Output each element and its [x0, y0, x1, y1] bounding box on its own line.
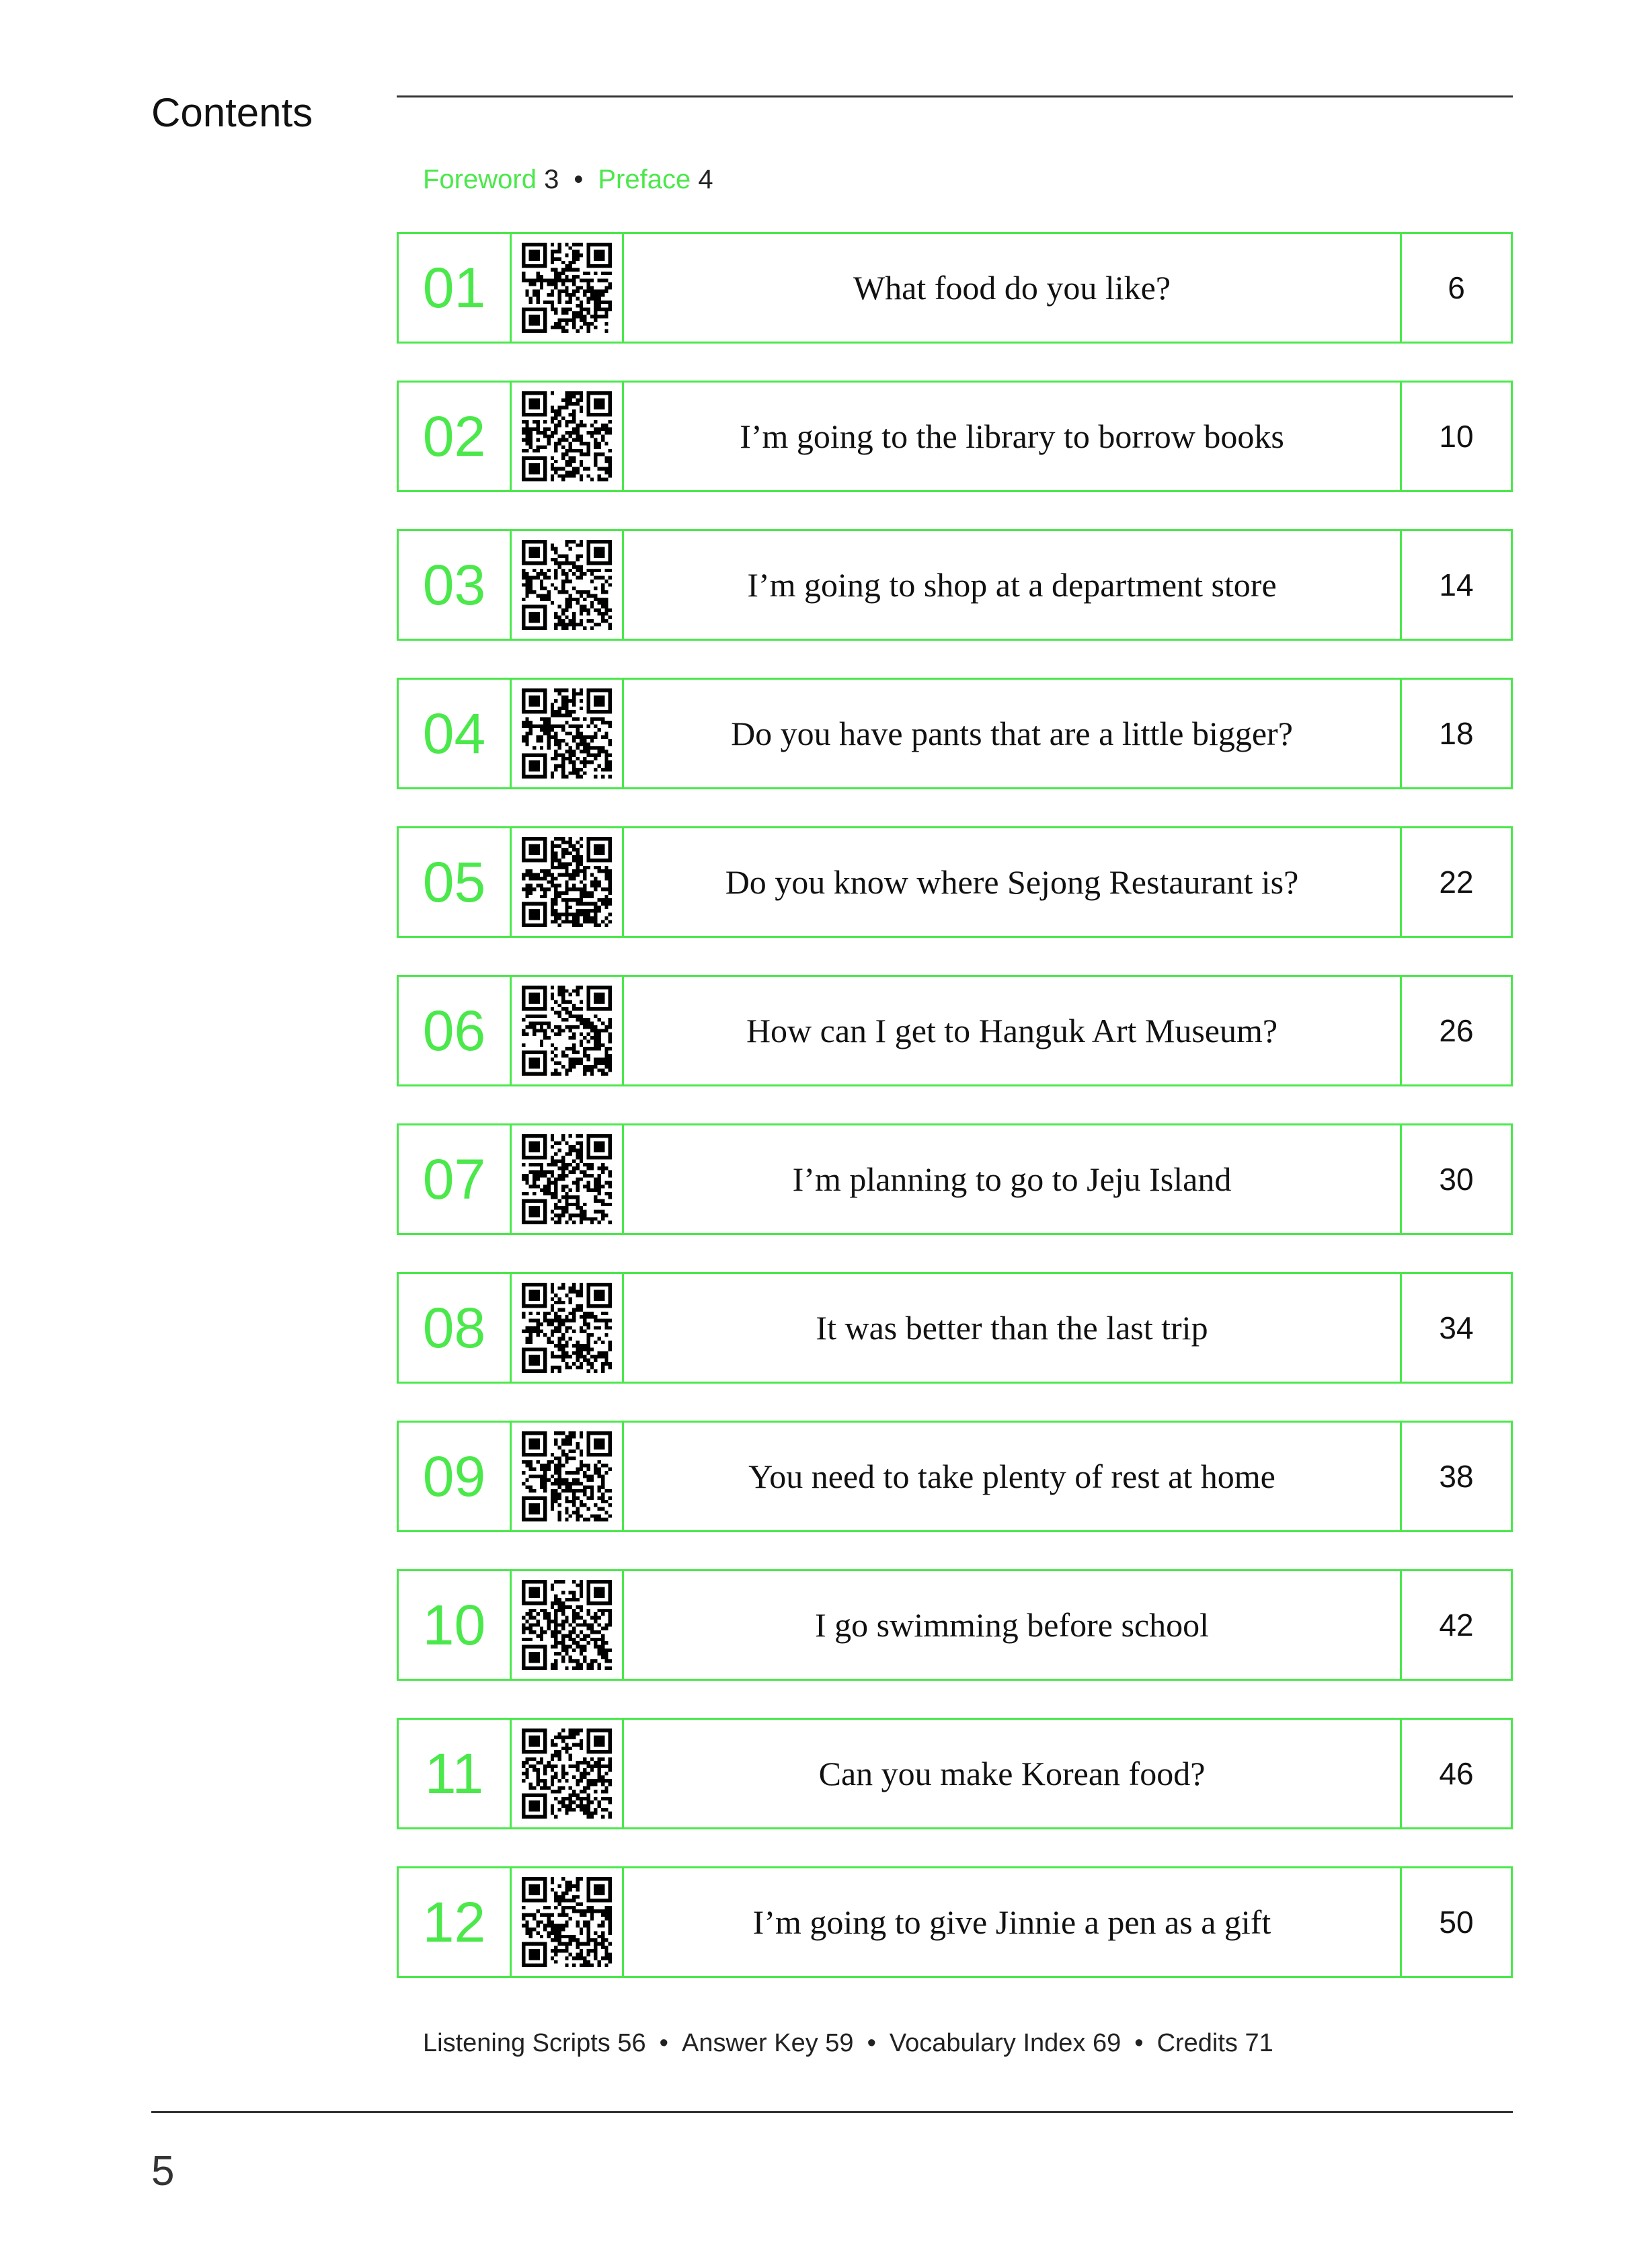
unit-number: 11 [399, 1720, 512, 1827]
unit-page-number: 10 [1400, 383, 1511, 490]
unit-page-number: 26 [1400, 977, 1511, 1084]
unit-title: I’m planning to go to Jeju Island [792, 1160, 1232, 1198]
vocabulary-label: Vocabulary Index [889, 2029, 1086, 2057]
unit-number: 12 [399, 1868, 512, 1976]
qr-code-icon[interactable] [512, 680, 624, 787]
qr-code-icon[interactable] [512, 1868, 624, 1976]
unit-row[interactable] [397, 1718, 1513, 1829]
unit-number: 09 [399, 1423, 512, 1530]
front-matter [423, 163, 713, 196]
credits-label: Credits [1156, 2029, 1238, 2057]
qr-code-icon[interactable] [512, 1571, 624, 1679]
separator-dot: • [659, 2029, 668, 2057]
back-matter-answer-key[interactable] [682, 2029, 854, 2057]
unit-row[interactable] [397, 1866, 1513, 1978]
unit-row[interactable] [397, 232, 1513, 344]
qr-code-icon[interactable] [512, 383, 624, 490]
scripts-label: Listening Scripts [423, 2029, 611, 2057]
bottom-rule [151, 2111, 1513, 2113]
unit-title: I’m going to the library to borrow books [740, 418, 1284, 455]
vocabulary-page: 69 [1092, 2029, 1122, 2057]
unit-number: 01 [399, 234, 512, 342]
unit-page-number: 50 [1400, 1868, 1511, 1976]
unit-title: How can I get to Hanguk Art Museum? [746, 1012, 1278, 1049]
unit-number: 07 [399, 1125, 512, 1233]
unit-row[interactable] [397, 1123, 1513, 1235]
separator-dot: • [574, 165, 584, 194]
unit-row[interactable] [397, 529, 1513, 641]
front-matter-preface[interactable] [598, 165, 713, 194]
unit-number: 04 [399, 680, 512, 787]
unit-title: Do you have pants that are a little bigger? [731, 715, 1293, 752]
unit-row[interactable] [397, 1272, 1513, 1384]
unit-list [397, 232, 1513, 2015]
foreword-label: Foreword [423, 165, 537, 194]
unit-row[interactable] [397, 1569, 1513, 1681]
answer-key-label: Answer Key [681, 2029, 818, 2057]
unit-number: 03 [399, 531, 512, 639]
answer-key-page: 59 [825, 2029, 854, 2057]
unit-title: I go swimming before school [814, 1606, 1209, 1644]
page-number: 5 [151, 2148, 175, 2194]
back-matter [423, 2026, 1273, 2060]
top-rule [397, 95, 1513, 97]
back-matter-vocabulary[interactable] [890, 2029, 1121, 2057]
unit-title: You need to take plenty of rest at home [748, 1458, 1275, 1495]
unit-number: 05 [399, 828, 512, 936]
qr-code-icon[interactable] [512, 1423, 624, 1530]
page-title: Contents [151, 90, 313, 135]
unit-row[interactable] [397, 678, 1513, 789]
unit-page-number: 42 [1400, 1571, 1511, 1679]
unit-number: 02 [399, 383, 512, 490]
unit-row[interactable] [397, 381, 1513, 492]
preface-label: Preface [598, 165, 691, 194]
unit-title: What food do you like? [853, 269, 1171, 307]
separator-dot: • [1134, 2029, 1144, 2057]
unit-title: Can you make Korean food? [818, 1755, 1206, 1792]
back-matter-scripts[interactable] [423, 2029, 646, 2057]
unit-number: 08 [399, 1274, 512, 1382]
unit-page-number: 14 [1400, 531, 1511, 639]
qr-code-icon[interactable] [512, 234, 624, 342]
unit-page-number: 22 [1400, 828, 1511, 936]
credits-page: 71 [1245, 2029, 1273, 2057]
qr-code-icon[interactable] [512, 1274, 624, 1382]
unit-row[interactable] [397, 826, 1513, 938]
unit-row[interactable] [397, 975, 1513, 1086]
unit-title: I’m going to give Jinnie a pen as a gift [752, 1903, 1271, 1941]
qr-code-icon[interactable] [512, 1720, 624, 1827]
unit-page-number: 30 [1400, 1125, 1511, 1233]
unit-page-number: 34 [1400, 1274, 1511, 1382]
scripts-page: 56 [617, 2029, 646, 2057]
unit-page-number: 38 [1400, 1423, 1511, 1530]
unit-title: Do you know where Sejong Restaurant is? [725, 863, 1299, 901]
separator-dot: • [867, 2029, 876, 2057]
front-matter-foreword[interactable] [423, 165, 559, 194]
unit-page-number: 18 [1400, 680, 1511, 787]
back-matter-credits[interactable] [1157, 2029, 1273, 2057]
unit-number: 06 [399, 977, 512, 1084]
unit-page-number: 46 [1400, 1720, 1511, 1827]
qr-code-icon[interactable] [512, 977, 624, 1084]
qr-code-icon[interactable] [512, 1125, 624, 1233]
unit-page-number: 6 [1400, 234, 1511, 342]
unit-row[interactable] [397, 1421, 1513, 1532]
unit-number: 10 [399, 1571, 512, 1679]
qr-code-icon[interactable] [512, 531, 624, 639]
preface-page: 4 [698, 165, 713, 194]
qr-code-icon[interactable] [512, 828, 624, 936]
unit-title: It was better than the last trip [816, 1309, 1208, 1347]
unit-title: I’m going to shop at a department store [747, 566, 1277, 604]
foreword-page: 3 [544, 165, 559, 194]
